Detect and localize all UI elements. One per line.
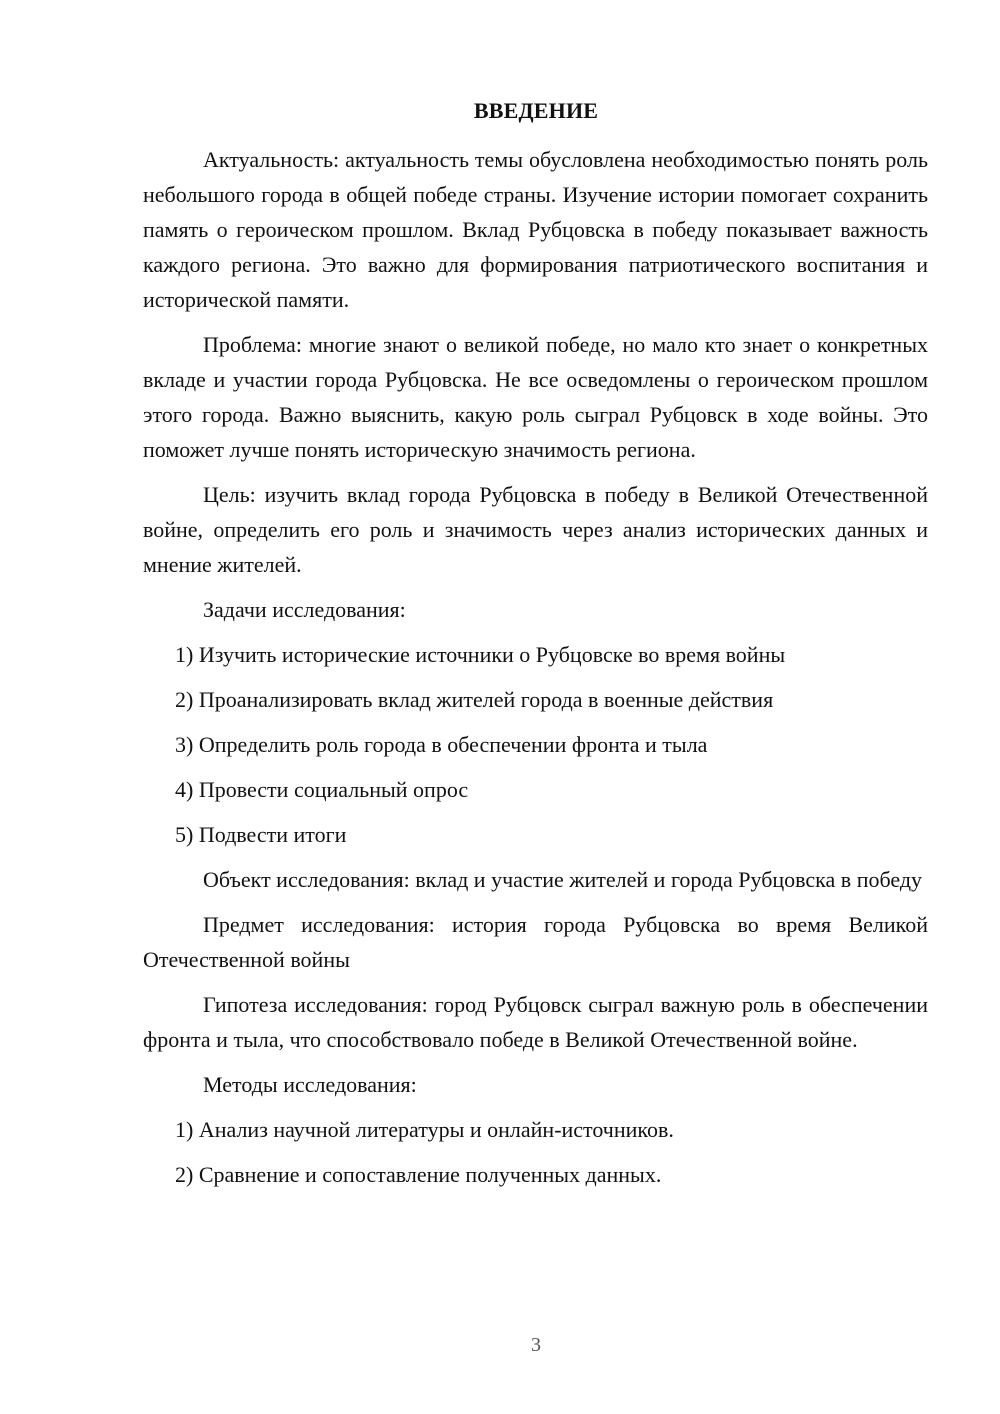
methods-list — [143, 1112, 928, 1192]
method-item: 1) Анализ научной литературы и онлайн-источников. — [175, 1117, 674, 1142]
task-item: 3) Определить роль города в обеспечении фронта и тыла — [175, 732, 708, 757]
object-paragraph: Объект исследования: вклад и участие жителей и города Рубцовска в победу — [203, 867, 923, 892]
method-item: 2) Сравнение и сопоставление полученных данных. — [175, 1162, 662, 1187]
methods-label: Методы исследования: — [203, 1072, 417, 1097]
task-item: 1) Изучить исторические источники о Рубцовске во время войны — [175, 642, 786, 667]
goal-paragraph: Цель: изучить вклад города Рубцовска в победу в Великой Отечественной войне, определить его роль и значимость через анализ исторических данных и мнение жителей. — [143, 482, 928, 577]
document-body — [143, 142, 928, 1202]
subject-paragraph: Предмет исследования: история города Рубцовска во время Великой Отечественной войны — [143, 912, 928, 972]
relevance-paragraph: Актуальность: актуальность темы обусловлена необходимостью понять роль небольшого города в общей победе страны. Изучение истории помогает сохранить память о героическом прошлом. Вклад Рубцовска в победу показывает важность каждого региона. Это важно для формирования патриотического воспитания и исторической памяти. — [143, 147, 928, 312]
hypothesis-paragraph: Гипотеза исследования: город Рубцовск сыграл важную роль в обеспечении фронта и тыла, что способствовало победе в Великой Отечественной войне. — [143, 992, 928, 1052]
section-heading: ВВЕДЕНИЕ — [473, 98, 599, 123]
tasks-label: Задачи исследования: — [203, 597, 406, 622]
problem-paragraph: Проблема: многие знают о великой победе, но мало кто знает о конкретных вкладе и участии города Рубцовска. Не все осведомлены о героическом прошлом этого города. Важно выяснить, какую роль сыграл Рубцовск в ходе войны. Это поможет лучше понять историческую значимость региона. — [143, 332, 928, 462]
task-item: 4) Провести социальный опрос — [175, 777, 469, 802]
task-item: 5) Подвести итоги — [175, 822, 347, 847]
task-item: 2) Проанализировать вклад жителей города в военные действия — [175, 687, 774, 712]
tasks-list — [143, 637, 928, 852]
page-number: 3 — [531, 1334, 541, 1356]
